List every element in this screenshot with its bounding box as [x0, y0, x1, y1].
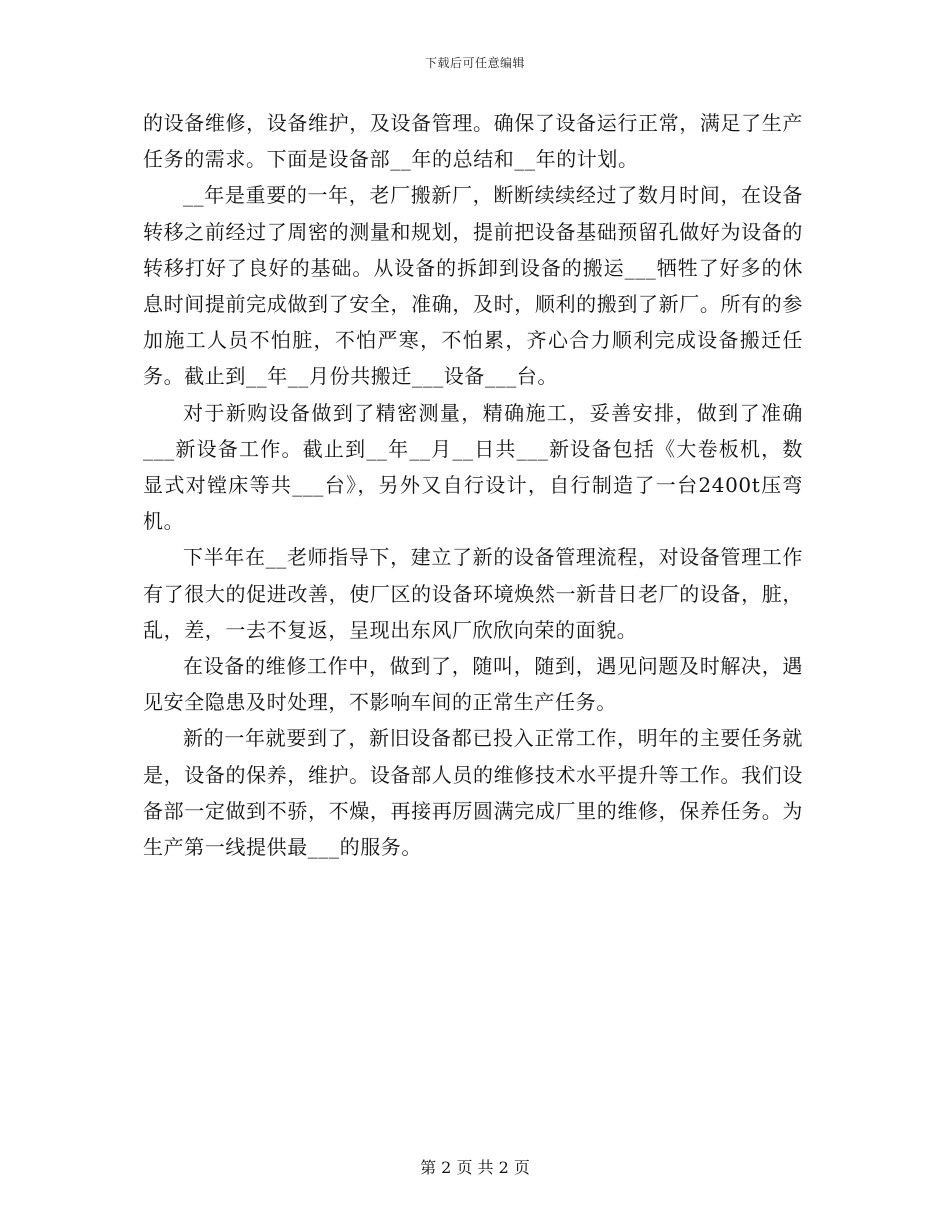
- paragraph-continuation: 的设备维修，设备维护，及设备管理。确保了设备运行正常，满足了生产任务的需求。下面是设备部__年的总结和__年的计划。: [143, 111, 803, 172]
- document-body: [143, 105, 803, 865]
- page-footer-number: 第 2 页 共 2 页: [420, 1158, 530, 1177]
- paragraph-relocation: __年是重要的一年，老厂搬新厂，断断续续经过了数月时间，在设备转移之前经过了周密的测量和规划，提前把设备基础预留孔做好为设备的转移打好了良好的基础。从设备的拆卸到设备的搬运___牺牲了好多的休息时间提前完成做到了安全，准确，及时，顺利的搬到了新厂。所有的参加施工人员不怕脏，不怕严寒，不怕累，齐心合力顺利完成设备搬迁任务。截止到__年__月份共搬迁___设备___台。: [143, 183, 803, 389]
- paragraph-maintenance: 在设备的维修工作中，做到了，随叫，随到，遇见问题及时解决，遇见安全隐患及时处理，不影响车间的正常生产任务。: [143, 654, 803, 715]
- paragraph-new-equipment: 对于新购设备做到了精密测量，精确施工，妥善安排，做到了准确___新设备工作。截止到__年__月__日共___新设备包括《大卷板机，数显式对镗床等共___台》，另外又自行设计，自行制造了一台2400t压弯机。: [143, 400, 803, 534]
- page-header-note: 下载后可任意编辑: [424, 56, 525, 70]
- paragraph-management-process: 下半年在__老师指导下，建立了新的设备管理流程，对设备管理工作有了很大的促进改善，使厂区的设备环境焕然一新昔日老厂的设备，脏，乱，差，一去不复返，呈现出东风厂欣欣向荣的面貌。: [143, 545, 803, 642]
- paragraph-next-year-plan: 新的一年就要到了，新旧设备都已投入正常工作，明年的主要任务就是，设备的保养，维护。设备部人员的维修技术水平提升等工作。我们设备部一定做到不骄，不燥，再接再厉圆满完成厂里的维修，保养任务。为生产第一线提供最___的服务。: [143, 726, 803, 860]
